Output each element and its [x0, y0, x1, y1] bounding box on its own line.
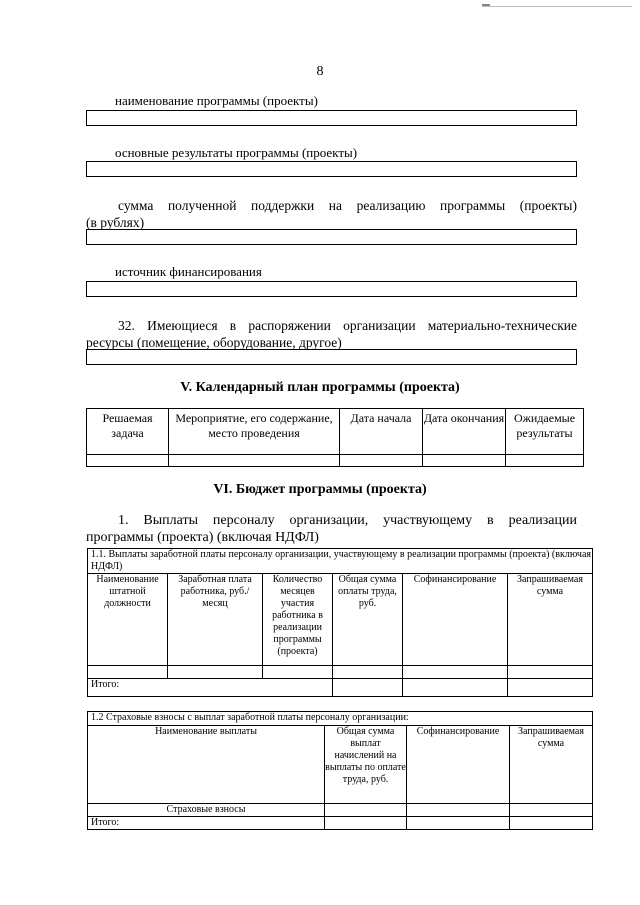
insurance-total-cell[interactable] [510, 817, 593, 830]
salary-total-cell[interactable] [333, 679, 403, 697]
col-task: Решаемая задача [87, 409, 169, 455]
calendar-cell[interactable] [87, 455, 169, 467]
col-requested: Запрашиваемая сумма [508, 574, 593, 666]
insurance-table-title-row [88, 712, 593, 726]
support-amount-line1: сумма полученной поддержки на реализацию программы (проекты) [118, 198, 577, 213]
salary-total-label: Итого: [88, 679, 333, 697]
scan-line [482, 6, 632, 7]
col-total-pay: Общая сумма оплаты труда, руб. [333, 574, 403, 666]
insurance-row [88, 804, 593, 817]
item-32-text [86, 317, 577, 351]
insurance-total-row [88, 817, 593, 830]
calendar-cell[interactable] [423, 455, 506, 467]
page-number: 8 [316, 64, 324, 79]
field-label-program-name: наименование программы (проекты) [115, 93, 318, 108]
col-salary: Заработная плата работника, руб./месяц [168, 574, 263, 666]
budget-item-1-text [86, 512, 577, 546]
col-position: Наименование штатной должности [88, 574, 168, 666]
calendar-cell[interactable] [340, 455, 423, 467]
salary-table-title-row [88, 549, 593, 574]
insurance-cell[interactable] [510, 804, 593, 817]
budget-item-1-line2: программы (проекта) (включая НДФЛ) [86, 530, 319, 545]
field-label-support-amount [86, 197, 577, 231]
funding-source-input[interactable] [86, 281, 577, 297]
program-name-input[interactable] [86, 110, 577, 126]
calendar-header-row [87, 409, 584, 455]
col-months: Количество месяцев участия работника в реализации программы (проекта) [263, 574, 333, 666]
program-results-input[interactable] [86, 161, 577, 177]
salary-table [87, 548, 593, 697]
salary-cell[interactable] [263, 666, 333, 679]
col-expected-results: Ожидаемые результаты [506, 409, 584, 455]
salary-cell[interactable] [168, 666, 263, 679]
calendar-cell[interactable] [169, 455, 340, 467]
support-amount-input[interactable] [86, 229, 577, 245]
resources-input[interactable] [86, 349, 577, 365]
section-5-heading: V. Календарный план программы (проекта) [180, 380, 460, 395]
insurance-cell[interactable] [325, 804, 407, 817]
insurance-table-title: 1.2 Страховые взносы с выплат заработной платы персоналу организации: [88, 712, 593, 726]
col-event: Мероприятие, его содержание, место проведения [169, 409, 340, 455]
insurance-total-cell[interactable] [325, 817, 407, 830]
calendar-plan-table [86, 408, 584, 467]
insurance-row-label: Страховые взносы [88, 804, 325, 817]
salary-cell[interactable] [403, 666, 508, 679]
col-total-payments: Общая сумма выплат начислений на выплаты по оплате труда, руб. [325, 726, 407, 804]
item-32-line2: ресурсы (помещение, оборудование, другое) [86, 335, 342, 350]
item-32-line1: 32. Имеющиеся в распоряжении организации материально-технические [118, 318, 577, 333]
insurance-table [87, 711, 593, 830]
insurance-total-label: Итого: [88, 817, 325, 830]
salary-empty-row [88, 666, 593, 679]
salary-cell[interactable] [88, 666, 168, 679]
field-label-funding-source: источник финансирования [115, 264, 262, 279]
salary-total-row [88, 679, 593, 697]
insurance-total-cell[interactable] [407, 817, 510, 830]
salary-table-title: 1.1. Выплаты заработной платы персоналу организации, участвующему в реализации программы (проекта) (включая НДФЛ) [88, 549, 593, 574]
calendar-empty-row [87, 455, 584, 467]
col-start-date: Дата начала [340, 409, 423, 455]
salary-cell[interactable] [508, 666, 593, 679]
col-end-date: Дата окончания [423, 409, 506, 455]
col-cofinancing: Софинансирование [403, 574, 508, 666]
salary-total-cell[interactable] [508, 679, 593, 697]
salary-header-row [88, 574, 593, 666]
support-amount-line2: (в рублях) [86, 215, 145, 230]
insurance-header-row [88, 726, 593, 804]
salary-cell[interactable] [333, 666, 403, 679]
budget-item-1-line1: 1. Выплаты персоналу организации, участвующему в реализации [118, 513, 577, 528]
salary-total-cell[interactable] [403, 679, 508, 697]
section-6-heading: VI. Бюджет программы (проекта) [213, 482, 427, 497]
col-cofinancing: Софинансирование [407, 726, 510, 804]
col-payment-name: Наименование выплаты [88, 726, 325, 804]
calendar-cell[interactable] [506, 455, 584, 467]
col-requested: Запрашиваемая сумма [510, 726, 593, 804]
field-label-program-results: основные результаты программы (проекты) [115, 145, 358, 160]
insurance-cell[interactable] [407, 804, 510, 817]
